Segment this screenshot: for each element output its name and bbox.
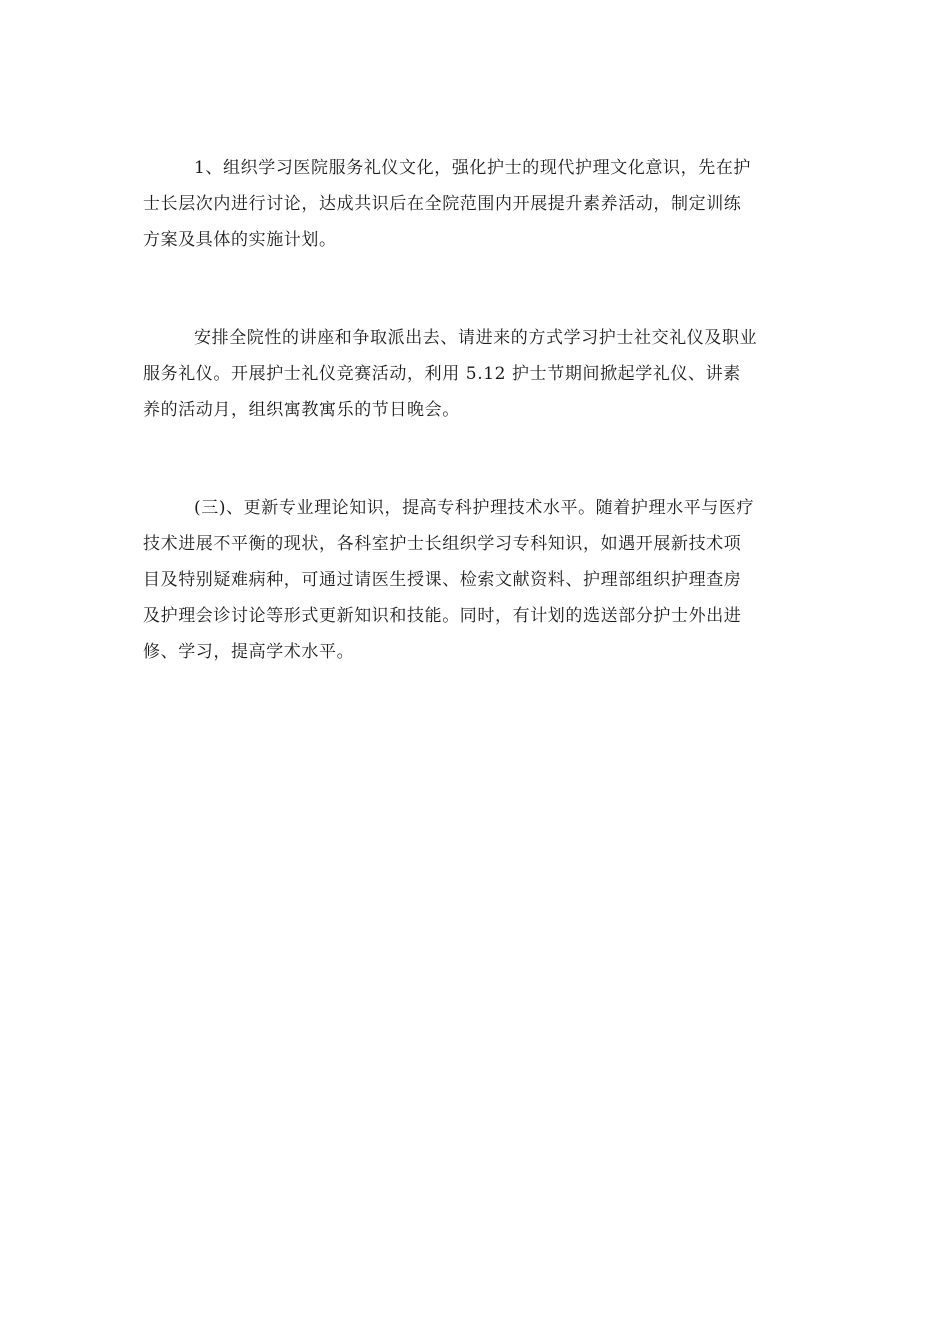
paragraph-line: 方案及具体的实施计划。	[143, 230, 337, 250]
paragraph-lectures-competition	[143, 320, 809, 428]
paragraph-line: 养的活动月，组织寓教寓乐的节日晚会。	[143, 400, 460, 420]
paragraph-spacer	[143, 428, 809, 490]
paragraph-line: (三)、更新专业理论知识，提高专科护理技术水平。随着护理水平与医疗	[194, 498, 755, 518]
paragraph-line: 目及特别疑难病种，可通过请医生授课、检索文献资料、护理部组织护理查房	[143, 570, 742, 590]
paragraph-line: 及护理会诊讨论等形式更新知识和技能。同时，有计划的选送部分护士外出进	[143, 606, 742, 626]
paragraph-line: 服务礼仪。开展护士礼仪竞赛活动，利用 5.12 护士节期间掀起学礼仪、讲素	[143, 364, 741, 384]
paragraph-line: 技术进展不平衡的现状，各科室护士长组织学习专科知识，如遇开展新技术项	[143, 534, 742, 554]
paragraph-etiquette-culture	[143, 150, 809, 258]
paragraph-professional-knowledge	[143, 490, 809, 670]
document-body	[143, 150, 809, 670]
paragraph-line: 士长层次内进行讨论，达成共识后在全院范围内开展提升素养活动，制定训练	[143, 194, 742, 214]
paragraph-line: 1、组织学习医院服务礼仪文化，强化护士的现代护理文化意识，先在护	[194, 158, 752, 178]
paragraph-spacer	[143, 258, 809, 320]
paragraph-line: 安排全院性的讲座和争取派出去、请进来的方式学习护士社交礼仪及职业	[194, 328, 758, 348]
paragraph-line: 修、学习，提高学术水平。	[143, 642, 355, 662]
